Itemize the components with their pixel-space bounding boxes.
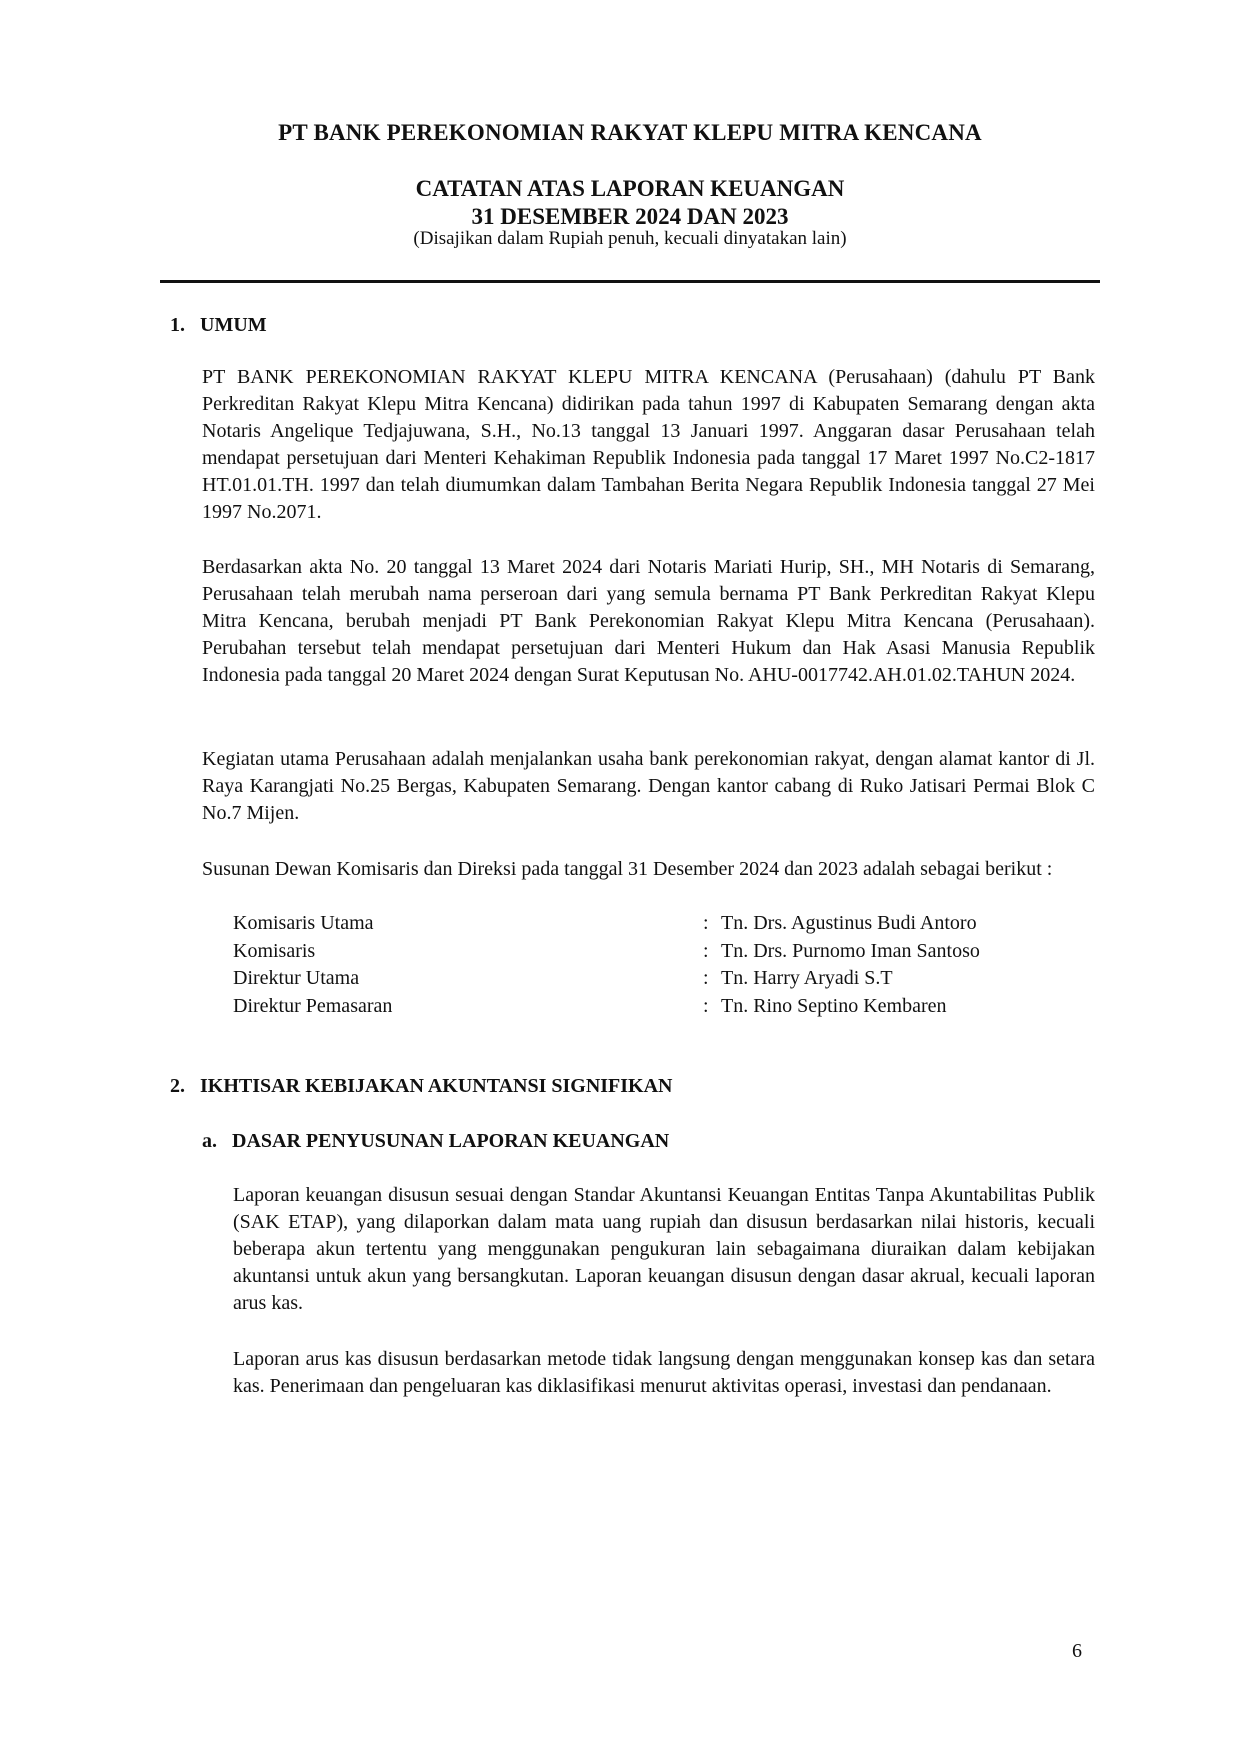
paragraph-basis-of-preparation: Laporan keuangan disusun sesuai dengan Standar Akuntansi Keuangan Entitas Tanpa Akuntabilitas Publik (SAK ETAP), yang dilaporkan dalam mata uang rupiah dan disusun berdasarkan nilai historis, kecuali beberapa akun tertentu yang menggunakan pengukuran lain sebagaimana diuraikan dalam kebijakan akuntansi untuk akun yang bersangkutan. Laporan keuangan disusun dengan dasar akrual, kecuali laporan arus kas. bbox=[233, 1184, 1095, 1314]
section-1-heading bbox=[170, 314, 267, 337]
page-number: 6 bbox=[1072, 1640, 1082, 1662]
paragraph-name-change: Berdasarkan akta No. 20 tanggal 13 Maret 2024 dari Notaris Mariati Hurip, SH., MH Notaris di Semarang, Perusahaan telah merubah nama perseroan dari yang semula bernama PT Bank Perkreditan Rakyat Klepu Mitra Kencana, berubah menjadi PT Bank Perekonomian Rakyat Klepu Mitra Kencana (Perusahaan). Perubahan tersebut telah mendapat persetujuan dari Menteri Hukum dan Hak Asasi Manusia Republik Indonesia pada tanggal 20 Maret 2024 dengan Surat Keputusan No. AHU-0017742.AH.01.02.TAHUN 2024. bbox=[202, 556, 1095, 686]
section-number: 1. bbox=[170, 314, 185, 336]
colon-separator: : bbox=[703, 994, 709, 1017]
subsection-letter: a. bbox=[202, 1130, 217, 1152]
section-title: UMUM bbox=[200, 314, 267, 336]
board-member-name: Tn. Harry Aryadi S.T bbox=[721, 967, 893, 989]
company-name: PT BANK PEREKONOMIAN RAKYAT KLEPU MITRA KENCANA bbox=[278, 120, 982, 145]
document-subtitle: (Disajikan dalam Rupiah penuh, kecuali dinyatakan lain) bbox=[413, 228, 847, 249]
board-row bbox=[233, 938, 1095, 966]
board-member-name: Tn. Drs. Purnomo Iman Santoso bbox=[721, 939, 980, 962]
paragraph-board-intro: Susunan Dewan Komisaris dan Direksi pada tanggal 31 Desember 2024 dan 2023 adalah sebagai berikut : bbox=[202, 858, 1053, 880]
board-member-name: Tn. Rino Septino Kembaren bbox=[721, 994, 947, 1017]
colon-separator: : bbox=[703, 967, 709, 989]
board-position: Komisaris bbox=[233, 939, 316, 962]
board-position: Direktur Pemasaran bbox=[233, 994, 393, 1017]
colon-separator: : bbox=[703, 912, 709, 934]
title-line-2: 31 DESEMBER 2024 DAN 2023 bbox=[471, 204, 789, 229]
board-row bbox=[233, 993, 1095, 1021]
document-title bbox=[160, 175, 1100, 231]
board-list bbox=[233, 910, 1095, 1020]
section-title: IKHTISAR KEBIJAKAN AKUNTANSI SIGNIFIKAN bbox=[200, 1075, 673, 1097]
board-position: Direktur Utama bbox=[233, 967, 360, 989]
paragraph-main-activity: Kegiatan utama Perusahaan adalah menjalankan usaha bank perekonomian rakyat, dengan alamat kantor di Jl. Raya Karangjati No.25 Bergas, Kabupaten Semarang. Dengan kantor cabang di Ruko Jatisari Permai Blok C No.7 Mijen. bbox=[202, 748, 1095, 824]
board-position: Komisaris Utama bbox=[233, 912, 374, 934]
section-number: 2. bbox=[170, 1075, 185, 1097]
header-divider bbox=[160, 280, 1100, 283]
colon-separator: : bbox=[703, 939, 709, 962]
section-2-heading bbox=[170, 1075, 673, 1098]
paragraph-company-history: PT BANK PEREKONOMIAN RAKYAT KLEPU MITRA KENCANA (Perusahaan) (dahulu PT Bank Perkreditan Rakyat Klepu Mitra Kencana) didirikan pada tahun 1997 di Kabupaten Semarang dengan akta Notaris Angelique Tedjajuwana, S.H., No.13 tanggal 13 Januari 1997. Anggaran dasar Perusahaan telah mendapat persetujuan dari Menteri Kehakiman Republik Indonesia pada tanggal 17 Maret 1997 No.C2-1817 HT.01.01.TH. 1997 dan telah diumumkan dalam Tambahan Berita Negara Republik Indonesia tanggal 27 Mei 1997 No.2071. bbox=[202, 366, 1095, 523]
title-line-1: CATATAN ATAS LAPORAN KEUANGAN bbox=[415, 176, 845, 201]
paragraph-cash-flow-method: Laporan arus kas disusun berdasarkan metode tidak langsung dengan menggunakan konsep kas dan setara kas. Penerimaan dan pengeluaran kas diklasifikasi menurut aktivitas operasi, investasi dan pendanaan. bbox=[233, 1348, 1095, 1397]
subsection-title: DASAR PENYUSUNAN LAPORAN KEUANGAN bbox=[232, 1130, 670, 1152]
board-row bbox=[233, 965, 1095, 993]
board-member-name: Tn. Drs. Agustinus Budi Antoro bbox=[721, 912, 977, 934]
board-row bbox=[233, 910, 1095, 938]
subsection-a-heading bbox=[202, 1130, 669, 1153]
